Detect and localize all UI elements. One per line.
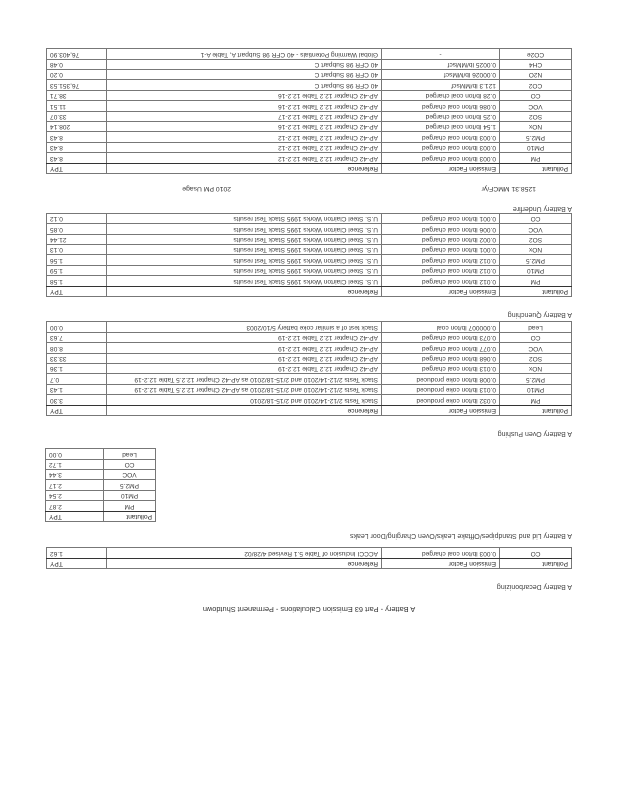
table-row xyxy=(47,343,572,353)
table-row xyxy=(47,153,572,163)
cell-factor: 0.012 lb/ton coal charged xyxy=(382,255,500,265)
col-header: Emission Factor xyxy=(382,405,500,415)
table-lids-standpipes xyxy=(45,448,156,522)
cell-reference: U.S. Steel Clairton Works 1995 Stack Test results xyxy=(107,234,382,244)
cell-pollutant: CO xyxy=(500,213,572,223)
table-header-row xyxy=(47,163,572,173)
table-row xyxy=(47,363,572,373)
cell-tpy: 76,403.90 xyxy=(47,49,107,59)
cell-tpy: 1.62 xyxy=(47,548,107,558)
col-header: Pollutant xyxy=(500,286,572,296)
table-quenching xyxy=(46,213,572,297)
cell-factor: 0.013 lb/ton coal charged xyxy=(382,363,500,373)
cell-tpy: 1.56 xyxy=(47,255,107,265)
cell-reference: Stack Tests 2/12-14/2010 and 2/15-18/2010 as AP-42 Chapter 12.2.5 Table 12.2-19 xyxy=(107,384,382,394)
cell-pollutant: PM10 xyxy=(500,265,572,275)
cell-pollutant: VOC xyxy=(500,224,572,234)
table-row xyxy=(47,80,572,90)
cell-factor: 0.032 lb/ton coke produced xyxy=(382,395,500,405)
cell-pollutant: SO2 xyxy=(500,353,572,363)
table-header-row xyxy=(47,558,572,568)
cell-factor: 0.003 lb/ton coal charged xyxy=(382,132,500,142)
cell-reference: AP-42 Chapter 12.2 Table 12.2-19 xyxy=(107,332,382,342)
table-row xyxy=(46,490,156,500)
cell-reference: Stack Tests 2/12-14/2010 and 2/15-18/2010 as AP-42 Chapter 12.2.5 Table 12.2-19 xyxy=(107,374,382,384)
cell-factor: 0.00026 lb/MMscf xyxy=(382,69,500,79)
cell-factor: 0.013 lb/ton coke produced xyxy=(382,384,500,394)
cell-pollutant: NOx xyxy=(500,244,572,254)
table-header-row xyxy=(46,511,156,521)
table-row xyxy=(47,132,572,142)
col-header: TPY xyxy=(47,405,107,415)
cell-factor: 0.003 lb/ton coal charged xyxy=(382,548,500,558)
cell-reference: Stack Tests 2/12-14/2010 and 2/15-18/2010 xyxy=(107,395,382,405)
col-header: Emission Factor xyxy=(382,558,500,568)
cell-reference: AP-42 Chapter 12.2 Table 12.2-12 xyxy=(107,132,382,142)
cell-reference: AP-42 Chapter 12.2 Table 12.2-16 xyxy=(107,90,382,100)
cell-factor: 0.008 lb/ton coke produced xyxy=(382,374,500,384)
col-header: Emission Factor xyxy=(382,286,500,296)
cell-reference: U.S. Steel Clairton Works 1995 Stack Test results xyxy=(107,213,382,223)
cell-reference: U.S. Steel Clairton Works 1995 Stack Test results xyxy=(107,224,382,234)
col-header: Pollutant xyxy=(104,511,156,521)
cell-tpy: 33.07 xyxy=(47,111,107,121)
cell-pollutant: CO2e xyxy=(500,49,572,59)
table-row xyxy=(47,374,572,384)
cell-tpy: 3.30 xyxy=(47,395,107,405)
cell-pollutant: CO xyxy=(104,459,156,469)
cell-tpy: 7.63 xyxy=(47,332,107,342)
cell-factor: 0.086 lb/ton coal charged xyxy=(382,101,500,111)
cell-reference: ACCCI Inclusion of Table 5.1 Revised 4/28/02 xyxy=(107,548,382,558)
cell-factor: 121.3 lb/MMscf xyxy=(382,80,500,90)
cell-tpy: 0.12 xyxy=(47,213,107,223)
cell-tpy: 8.43 xyxy=(47,153,107,163)
cell-pollutant: N2O xyxy=(500,69,572,79)
table-header-row xyxy=(47,405,572,415)
table-header-row xyxy=(47,286,572,296)
cell-tpy: 0.20 xyxy=(47,69,107,79)
cell-tpy: 208.14 xyxy=(47,121,107,131)
cell-factor: 0.0025 lb/MMscf xyxy=(382,59,500,69)
cell-factor: 1.54 lb/ton coal charged xyxy=(382,121,500,131)
cell-factor: 0.001 lb/ton coal charged xyxy=(382,244,500,254)
cell-pollutant: PM10 xyxy=(500,384,572,394)
cell-pollutant: PM10 xyxy=(104,490,156,500)
cell-tpy: 2.87 xyxy=(46,501,104,511)
cell-pollutant: CO xyxy=(500,90,572,100)
cell-factor: 0.077 lb/ton coal charged xyxy=(382,343,500,353)
table-row xyxy=(46,480,156,490)
table-decarbonizing xyxy=(46,547,572,569)
cell-tpy: 2.54 xyxy=(46,490,104,500)
cell-factor: 0.073 lb/ton coal charged xyxy=(382,332,500,342)
cell-pollutant: PM2.5 xyxy=(500,132,572,142)
table-row xyxy=(47,384,572,394)
section-heading-underfire: A Battery Underfire xyxy=(512,205,572,212)
cell-reference: AP-42 Chapter 12.2 Table 12.2-12 xyxy=(107,153,382,163)
table-row xyxy=(47,121,572,131)
cell-pollutant: PM xyxy=(500,276,572,286)
cell-reference: AP-42 Chapter 12.2 Table 12.2-19 xyxy=(107,353,382,363)
document-title: A Battery - Part 63 Emission Calculations - Permanent Shutdown xyxy=(202,605,416,614)
cell-factor: 0.003 lb/ton coal charged xyxy=(382,142,500,152)
cell-factor: 0.012 lb/ton coal charged xyxy=(382,276,500,286)
table-row xyxy=(47,395,572,405)
cell-reference: AP-42 Chapter 12.2 Table 12.2-19 xyxy=(107,363,382,373)
cell-reference: 40 CFR 98 Subpart C xyxy=(107,69,382,79)
cell-reference: U.S. Steel Clairton Works 1995 Stack Test results xyxy=(107,255,382,265)
table-row xyxy=(47,69,572,79)
col-header: Emission Factor xyxy=(382,163,500,173)
cell-tpy: 0.85 xyxy=(47,224,107,234)
cell-pollutant: CH4 xyxy=(500,59,572,69)
cell-tpy: 8.43 xyxy=(47,132,107,142)
cell-factor: 0.28 lb/ton coal charged xyxy=(382,90,500,100)
cell-pollutant: VOC xyxy=(500,101,572,111)
table-row xyxy=(47,332,572,342)
table-row xyxy=(47,101,572,111)
table-row xyxy=(47,213,572,223)
col-header: TPY xyxy=(47,163,107,173)
table-row xyxy=(47,244,572,254)
cell-tpy: 21.44 xyxy=(47,234,107,244)
table-row xyxy=(47,255,572,265)
cell-pollutant: PM xyxy=(104,501,156,511)
cell-factor: 0.25 lb/ton coal charged xyxy=(382,111,500,121)
cell-pollutant: PM2.5 xyxy=(500,255,572,265)
table-underfire xyxy=(46,48,572,174)
col-header: Reference xyxy=(107,558,382,568)
cell-pollutant: SO2 xyxy=(500,234,572,244)
col-header: TPY xyxy=(47,286,107,296)
cell-pollutant: PM10 xyxy=(500,142,572,152)
table-oven-pushing xyxy=(46,321,572,416)
cell-reference: Global Warming Potentials - 40 CFR 98 Subpart A, Table A-1 xyxy=(107,49,382,59)
cell-pollutant: PM2.5 xyxy=(104,480,156,490)
cell-tpy: 1.58 xyxy=(47,276,107,286)
cell-pollutant: PM2.5 xyxy=(500,374,572,384)
underfire-usage-value: 1258.31 MMCF/yr xyxy=(481,185,536,192)
cell-pollutant: NOx xyxy=(500,363,572,373)
cell-pollutant: PM xyxy=(500,153,572,163)
underfire-usage-label: 2010 PM Usage xyxy=(182,185,231,192)
cell-tpy: 76,351.53 xyxy=(47,80,107,90)
table-row xyxy=(46,469,156,479)
table-row xyxy=(46,501,156,511)
table-row xyxy=(47,49,572,59)
section-heading-decarbonizing: A Battery Decarbonizing xyxy=(496,583,572,590)
cell-tpy: 0.13 xyxy=(47,244,107,254)
cell-tpy: 38.71 xyxy=(47,90,107,100)
cell-factor: 0.012 lb/ton coal charged xyxy=(382,265,500,275)
cell-factor: 0.002 lb/ton coal charged xyxy=(382,234,500,244)
cell-tpy: 8.43 xyxy=(47,142,107,152)
cell-tpy: 1.72 xyxy=(46,459,104,469)
cell-factor: 0.068 lb/ton coal charged xyxy=(382,353,500,363)
cell-pollutant: PM xyxy=(500,395,572,405)
cell-tpy: 33.33 xyxy=(47,353,107,363)
cell-factor: 0.001 lb/ton coal charged xyxy=(382,213,500,223)
cell-pollutant: VOC xyxy=(104,469,156,479)
col-header: Reference xyxy=(107,286,382,296)
cell-reference: U.S. Steel Clairton Works 1995 Stack Test results xyxy=(107,265,382,275)
table-row xyxy=(47,142,572,152)
cell-pollutant: VOC xyxy=(500,343,572,353)
cell-tpy: 0.7 xyxy=(47,374,107,384)
cell-reference: AP-42 Chapter 12.2 Table 12.2-16 xyxy=(107,101,382,111)
table-row xyxy=(47,59,572,69)
cell-tpy: 1.36 xyxy=(47,363,107,373)
col-header: Pollutant xyxy=(500,405,572,415)
table-row xyxy=(47,90,572,100)
table-row xyxy=(47,322,572,332)
cell-tpy: 0.00 xyxy=(46,449,104,459)
cell-reference: AP-42 Chapter 12.2 Table 12.2-12 xyxy=(107,142,382,152)
cell-pollutant: NOx xyxy=(500,121,572,131)
cell-pollutant: SO2 xyxy=(500,111,572,121)
cell-factor: 0.003 lb/ton coal charged xyxy=(382,153,500,163)
cell-tpy: 0.00 xyxy=(47,322,107,332)
cell-tpy: 3.44 xyxy=(46,469,104,479)
table-row xyxy=(47,548,572,558)
section-heading-oven-pushing: A Battery Oven Pushing xyxy=(497,430,572,437)
table-row xyxy=(47,265,572,275)
cell-tpy: 11.51 xyxy=(47,101,107,111)
col-header: Pollutant xyxy=(500,558,572,568)
cell-factor: - xyxy=(382,49,500,59)
cell-tpy: 2.17 xyxy=(46,480,104,490)
cell-reference: AP-42 Chapter 12.2 Table 12.2-16 xyxy=(107,121,382,131)
cell-reference: 40 CFR 98 Subpart C xyxy=(107,80,382,90)
section-heading-quenching: A Battery Quenching xyxy=(507,311,572,318)
col-header: Reference xyxy=(107,163,382,173)
table-row xyxy=(47,224,572,234)
cell-tpy: 0.48 xyxy=(47,59,107,69)
cell-pollutant: CO xyxy=(500,548,572,558)
cell-tpy: 8.08 xyxy=(47,343,107,353)
cell-reference: AP-42 Chapter 12.2 Table 12.2-19 xyxy=(107,343,382,353)
cell-pollutant: Lead xyxy=(104,449,156,459)
cell-factor: 0.000007 lb/ton coal xyxy=(382,322,500,332)
cell-pollutant: CO2 xyxy=(500,80,572,90)
col-header: TPY xyxy=(46,511,104,521)
cell-reference: U.S. Steel Clairton Works 1995 Stack Test results xyxy=(107,244,382,254)
table-row xyxy=(46,449,156,459)
section-heading-lids-standpipes: A Battery Lid and Standpipes/Offtake Leaks/Oven Charging/Door Leaks xyxy=(349,532,572,539)
col-header: TPY xyxy=(47,558,107,568)
cell-pollutant: Lead xyxy=(500,322,572,332)
table-row xyxy=(47,111,572,121)
table-row xyxy=(47,234,572,244)
table-row xyxy=(47,353,572,363)
cell-tpy: 1.43 xyxy=(47,384,107,394)
cell-reference: 40 CFR 98 Subpart C xyxy=(107,59,382,69)
cell-reference: U.S. Steel Clairton Works 1995 Stack Test results xyxy=(107,276,382,286)
cell-reference: Stack test of a similar coke battery 5/10/2003 xyxy=(107,322,382,332)
table-row xyxy=(47,276,572,286)
table-row xyxy=(46,459,156,469)
cell-factor: 0.006 lb/ton coal charged xyxy=(382,224,500,234)
col-header: Reference xyxy=(107,405,382,415)
cell-pollutant: CO xyxy=(500,332,572,342)
cell-reference: AP-42 Chapter 12.2 Table 12.2-17 xyxy=(107,111,382,121)
col-header: Pollutant xyxy=(500,163,572,173)
cell-tpy: 1.59 xyxy=(47,265,107,275)
